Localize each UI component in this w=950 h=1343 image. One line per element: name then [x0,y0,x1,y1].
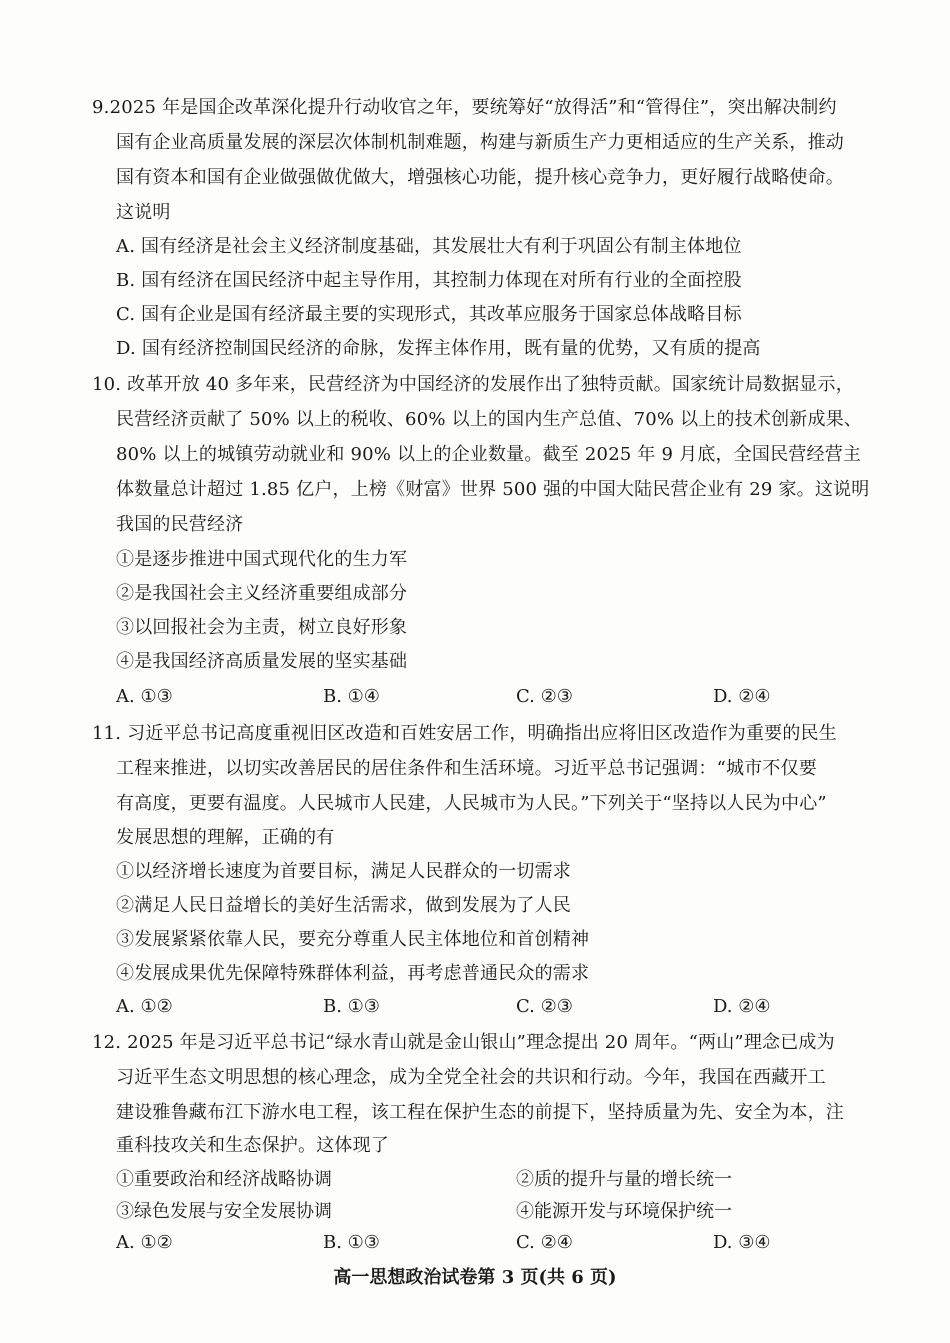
q12-stem-line-2: 习近平生态文明思想的核心理念，成为全党全社会的共识和行动。今年，我国在西藏开工 [116,1067,826,1088]
q10-stem-line-3: 80% 以上的城镇劳动就业和 90% 以上的企业数量。截至 2025 年 9 月底，全国民营经营主 [116,444,862,465]
q12-statement-1: ①重要政治和经济战略协调 [116,1169,332,1190]
q11-statement-3: ③发展紧紧依靠人民，要充分尊重人民主体地位和首创精神 [116,929,590,950]
q11-stem-line-3: 有高度，更要有温度。人民城市人民建，人民城市为人民。”下列关于“坚持以人民为中心” [116,793,827,814]
q11-stem-line-1: 11. 习近平总书记高度重视旧区改造和百姓安居工作，明确指出应将旧区改造作为重要的民生 [92,723,837,744]
q9-stem-line-2: 国有企业高质量发展的深层次体制机制难题，构建与新质生产力更相适应的生产关系，推动 [116,132,844,153]
q12-statement-2: ②质的提升与量的增长统一 [516,1169,732,1190]
q9-stem-line-1: 9.2025 年是国企改革深化提升行动收官之年，要统筹好“放得活”和“管得住”，突出解决制约 [92,97,837,118]
q10-choice-d: D. ②④ [713,686,771,707]
q9-stem-line-4: 这说明 [116,202,171,223]
q12-choice-d: D. ③④ [713,1232,771,1253]
q10-statement-4: ④是我国经济高质量发展的坚实基础 [116,651,408,672]
q11-stem-line-2: 工程来推进，以切实改善居民的居住条件和生活环境。习近平总书记强调：“城市不仅要 [116,758,817,779]
q12-statement-3: ③绿色发展与安全发展协调 [116,1201,332,1222]
q12-choice-b: B. ①③ [323,1232,380,1253]
q10-statement-1: ①是逐步推进中国式现代化的生力军 [116,549,408,570]
q10-choice-a: A. ①③ [116,686,173,707]
q11-statement-1: ①以经济增长速度为首要目标，满足人民群众的一切需求 [116,861,571,882]
q11-choice-c: C. ②③ [516,996,573,1017]
q10-choice-b: B. ①④ [323,686,380,707]
q10-statement-3: ③以回报社会为主责，树立良好形象 [116,617,408,638]
q10-stem-line-4: 体数量总计超过 1.85 亿户，上榜《财富》世界 500 强的中国大陆民营企业有 29 家。这说明 [116,479,870,500]
q12-choice-a: A. ①② [116,1232,173,1253]
q11-choice-d: D. ②④ [713,996,771,1017]
q10-choice-c: C. ②③ [516,686,573,707]
q11-statement-2: ②满足人民日益增长的美好生活需求，做到发展为了人民 [116,895,571,916]
q11-statement-4: ④发展成果优先保障特殊群体利益，再考虑普通民众的需求 [116,963,590,984]
q11-stem-line-4: 发展思想的理解，正确的有 [116,827,335,848]
q12-stem-line-1: 12. 2025 年是习近平总书记“绿水青山就是金山银山”理念提出 20 周年。“两山”理念已成为 [92,1032,835,1053]
q11-choice-a: A. ①② [116,996,173,1017]
q10-stem-line-2: 民营经济贡献了 50% 以上的税收、60% 以上的国内生产总值、70% 以上的技术创新成果、 [116,409,863,430]
q9-option-a: A. 国有经济是社会主义经济制度基础，其发展壮大有利于巩固公有制主体地位 [116,236,742,257]
q12-choice-c: C. ②④ [516,1232,573,1253]
page-footer: 高一思想政治试卷第 3 页(共 6 页) [333,1267,617,1288]
q12-stem-line-3: 建设雅鲁藏布江下游水电工程，该工程在保护生态的前提下，坚持质量为先、安全为本，注 [116,1102,844,1123]
q11-choice-b: B. ①③ [323,996,380,1017]
q10-statement-2: ②是我国社会主义经济重要组成部分 [116,583,408,604]
q10-stem-line-1: 10. 改革开放 40 多年来，民营经济为中国经济的发展作出了独特贡献。国家统计局数据显示， [92,374,854,395]
q9-option-d: D. 国有经济控制国民经济的命脉，发挥主体作用，既有量的优势，又有质的提高 [116,338,761,359]
q10-stem-line-5: 我国的民营经济 [116,514,244,535]
q9-stem-line-3: 国有资本和国有企业做强做优做大，增强核心功能，提升核心竞争力，更好履行战略使命。 [116,167,844,188]
q12-stem-line-4: 重科技攻关和生态保护。这体现了 [116,1135,389,1156]
q9-option-c: C. 国有企业是国有经济最主要的实现形式，其改革应服务于国家总体战略目标 [116,304,742,325]
q9-option-b: B. 国有经济在国民经济中起主导作用，其控制力体现在对所有行业的全面控股 [116,270,742,291]
q12-statement-4: ④能源开发与环境保护统一 [516,1201,732,1222]
